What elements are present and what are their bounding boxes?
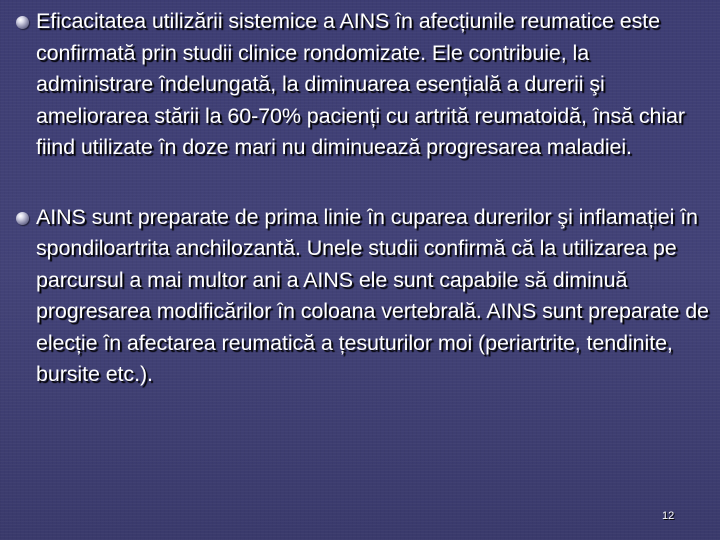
bullet-text: Eficacitatea utilizării sistemice a AINS în afecțiunile reumatice este confirmată prin studii clinice rondomizate. Ele contribuie, la administrare îndelungată, la diminuarea esențială a durerii şi ameliorarea stării la 60-70% pacienți cu artrită reumatoidă, însă chiar fiind utilizate în doze mari nu diminuează progresarea maladiei. [36,9,685,159]
page-number: 12 [662,510,675,522]
bullet-text: AINS sunt preparate de prima linie în cuparea durerilor şi inflamației în spondiloartrita anchilozantă. Unele studii confirmă că la utilizarea pe parcursul a mai multor ani a AINS ele sunt capabile să diminuă progresarea modificărilor în coloana vertebrală. AINS sunt preparate de elecție în afectarea reumatică a țesuturilor moi (periartrite, tendinite, bursite etc.). [36,204,709,386]
bullet-list [10,6,710,391]
bullet-item-ains-first-line [10,202,710,391]
bullet-sphere-icon [16,212,29,225]
bullet-item-ains-efficacy [10,6,710,164]
bullet-sphere-icon [16,16,29,29]
